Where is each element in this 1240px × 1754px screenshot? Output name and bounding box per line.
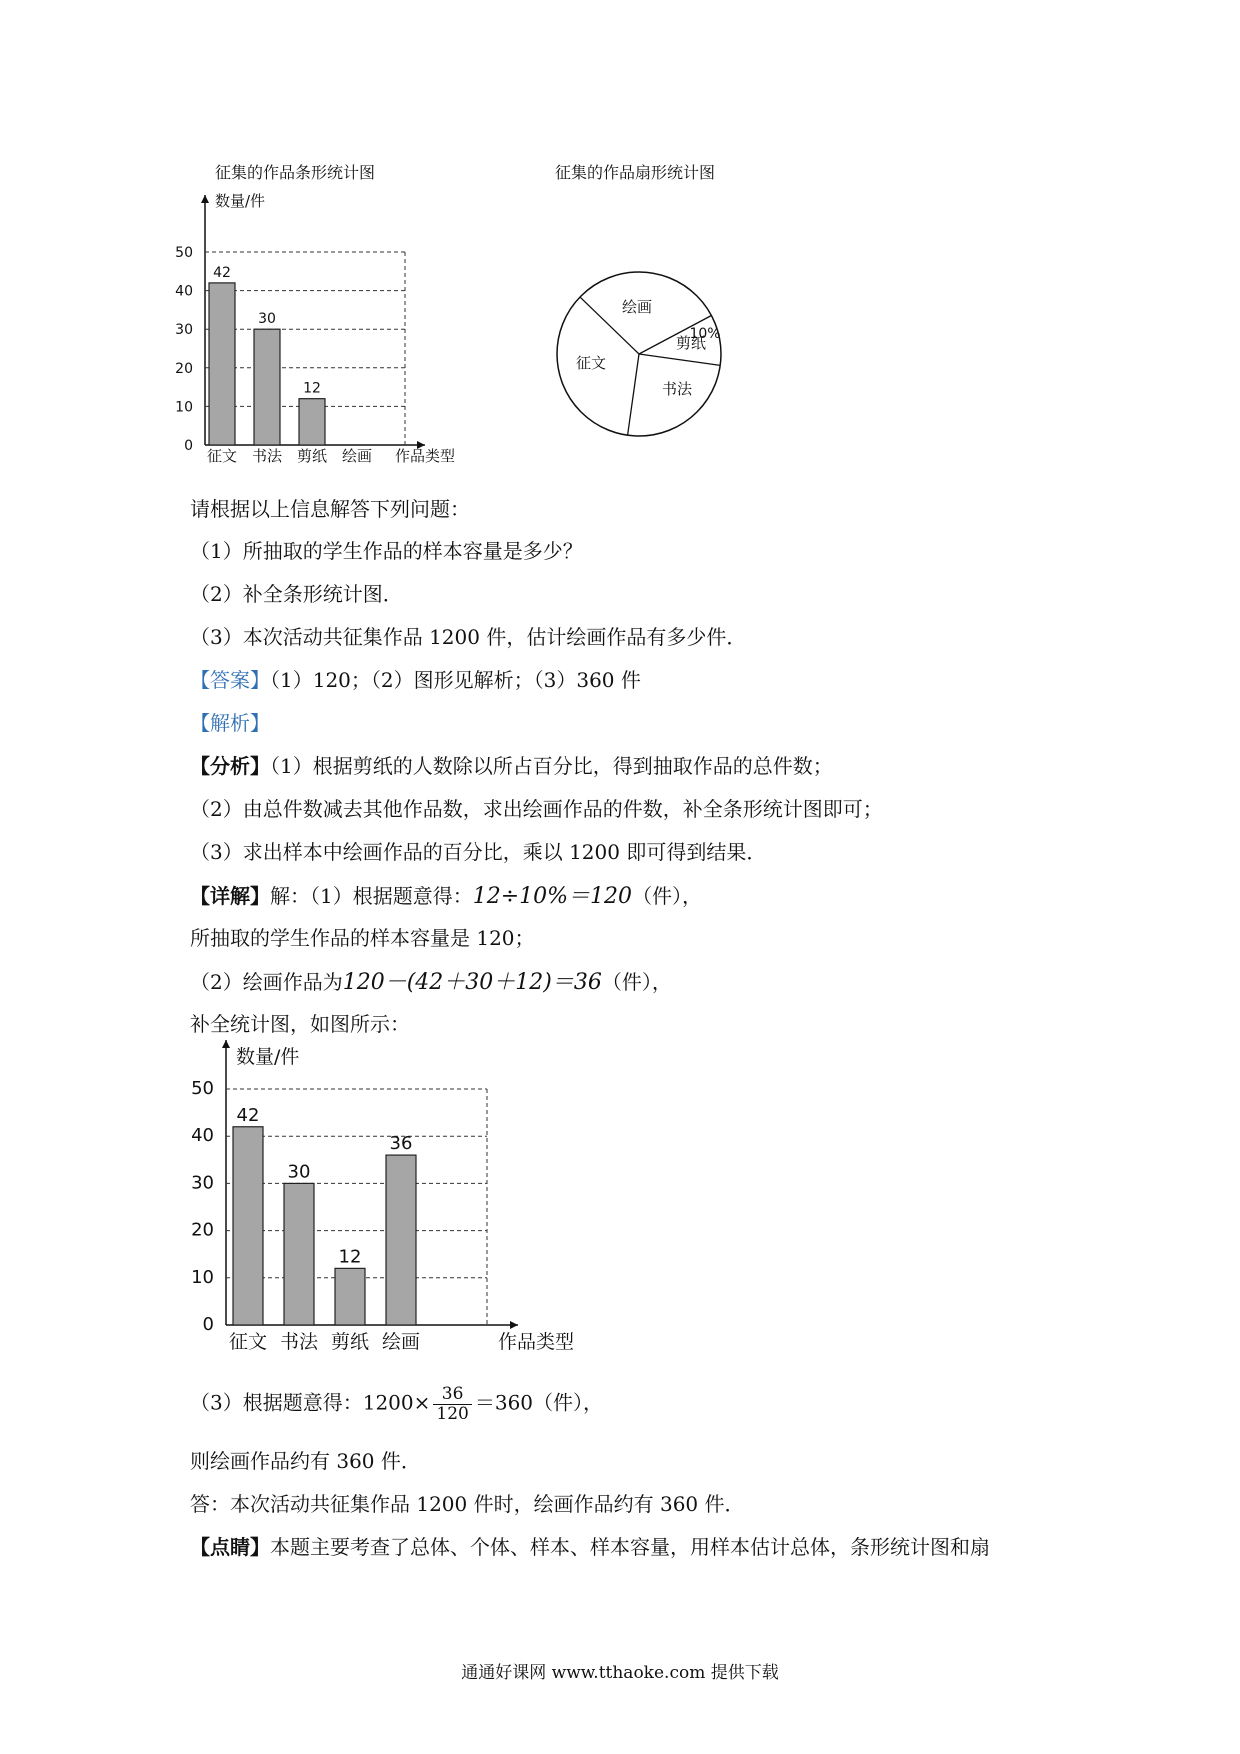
part2-line: [190, 965, 672, 996]
fenxi-tag: 【分析】: [190, 754, 270, 778]
x-category-label: 书法: [251, 447, 283, 465]
y-tick-label: 10: [175, 399, 193, 416]
dianjing-line: [190, 1531, 990, 1560]
p3-denominator: 120: [436, 1403, 469, 1424]
part3-line: [190, 1385, 603, 1423]
question-2: （2）补全条形统计图．: [190, 582, 403, 606]
answer-line: [190, 664, 641, 693]
xiangjie-unit: （件），: [632, 884, 703, 908]
bar: [209, 283, 235, 445]
xiangjie-body: 解：（1）根据题意得：: [270, 884, 473, 908]
x-category-label: 征文: [206, 447, 238, 465]
pie-chart-title: 征集的作品扇形统计图: [555, 163, 716, 182]
bar-chart-2-plot: [191, 1040, 574, 1353]
xiangjie-math: 12÷10%＝120: [472, 884, 633, 909]
pie-slice-label: 绘画: [621, 298, 653, 316]
p3-numerator: 36: [433, 1385, 471, 1405]
bar-value-label: 30: [258, 311, 276, 328]
p3-unit: （件），: [533, 1390, 604, 1415]
y-tick-label: 30: [175, 322, 193, 339]
p2-prefix: （2）绘画作品为: [190, 970, 343, 994]
pie-slice-label: 书法: [661, 380, 693, 398]
x-category-label: 绘画: [381, 1331, 421, 1353]
fenxi-body: （1）根据剪纸的人数除以所占百分比，得到抽取作品的总件数；: [270, 754, 833, 778]
pie-slice-label: 征文: [575, 354, 607, 372]
y-tick-label: 20: [191, 1219, 214, 1241]
y-tick-label: 50: [191, 1078, 214, 1099]
bar: [233, 1127, 263, 1325]
pie-chart-plot: [557, 272, 721, 436]
bar: [299, 399, 325, 445]
x-category-label: 绘画: [341, 447, 373, 465]
y-tick-label: 10: [191, 1266, 214, 1288]
dianjing-tag: 【点睛】: [190, 1535, 270, 1559]
x-category-label: 征文: [228, 1331, 268, 1353]
dianjing-body: 本题主要考查了总体、个体、样本、样本容量，用样本估计总体，条形统计图和扇: [270, 1535, 990, 1559]
bar-chart-title: 征集的作品条形统计图: [215, 163, 376, 182]
p3-a: 1200×: [362, 1390, 431, 1415]
y-tick-label: 20: [175, 360, 193, 377]
bar-value-label: 12: [338, 1246, 362, 1268]
y-tick-label: 50: [175, 245, 193, 261]
x-category-label: 书法: [279, 1331, 319, 1353]
analysis-line-2: （2）由总件数减去其他作品数，求出绘画作品的件数，补全条形统计图即可；: [190, 797, 883, 821]
pie-chart: [555, 258, 745, 448]
bar-value-label: 12: [303, 380, 321, 397]
y-tick-label: 0: [184, 438, 193, 454]
y-tick-label: 40: [191, 1125, 214, 1147]
bar-value-label: 42: [236, 1104, 260, 1126]
footer-text: 通通好课网 www.tthaoke.com 提供下载: [461, 1663, 779, 1683]
answer-tag: 【答案】: [190, 668, 270, 692]
then-line: 则绘画作品约有 360 件．: [190, 1449, 421, 1473]
analysis-line-3: （3）求出样本中绘画作品的百分比，乘以 1200 即可得到结果．: [190, 840, 767, 864]
sample-size-line: 所抽取的学生作品的样本容量是 120；: [190, 926, 535, 950]
x-axis-arrow: [510, 1321, 518, 1329]
question-3: （3）本次活动共征集作品 1200 件，估计绘画作品有多少件．: [190, 625, 747, 649]
bar-chart-incomplete: [175, 192, 515, 480]
p3-b: ＝360: [474, 1390, 534, 1415]
x-axis-label: 作品类型: [498, 1331, 575, 1353]
p3-fraction: [433, 1385, 471, 1423]
y-axis-arrow: [222, 1040, 230, 1048]
final-answer-line: 答：本次活动共征集作品 1200 件时，绘画作品约有 360 件．: [190, 1492, 745, 1516]
bar-value-label: 30: [287, 1161, 311, 1183]
bar-value-label: 42: [213, 264, 231, 281]
bar-chart-1-plot: [175, 192, 455, 465]
y-tick-label: 0: [202, 1314, 214, 1335]
p3-prefix: （3）根据题意得：: [190, 1390, 363, 1415]
bar: [284, 1183, 314, 1325]
bar: [386, 1155, 416, 1325]
y-axis-label: 数量/件: [236, 1046, 300, 1068]
intro-text: 请根据以上信息解答下列问题：: [190, 497, 470, 521]
bar: [254, 329, 280, 445]
x-axis-label: 作品类型: [395, 447, 456, 465]
analysis-line-1: [190, 750, 833, 779]
y-axis-arrow: [201, 195, 209, 203]
bar-value-label: 36: [389, 1133, 413, 1155]
y-axis-label: 数量/件: [215, 192, 266, 210]
question-1: （1）所抽取的学生作品的样本容量是多少？: [190, 539, 583, 563]
y-tick-label: 30: [191, 1172, 214, 1194]
y-tick-label: 40: [175, 283, 193, 300]
pie-percent-label: 10%: [689, 326, 721, 342]
xiangjie-tag: 【详解】: [190, 884, 270, 908]
complete-chart-line: 补全统计图，如图所示：: [190, 1012, 410, 1036]
answer-body: （1）120；（2）图形见解析；（3）360 件: [270, 668, 641, 692]
bar: [335, 1268, 365, 1325]
jiexi-tag: 【解析】: [190, 711, 270, 735]
p2-unit: （件），: [601, 970, 672, 994]
bar-chart-complete: [185, 1040, 595, 1370]
detail-line-1: [190, 879, 702, 910]
x-category-label: 剪纸: [330, 1331, 370, 1353]
p2-math: 120－(42＋30＋12)＝36: [342, 970, 602, 995]
pie-slice-label: 剪纸: [675, 334, 707, 352]
x-category-label: 剪纸: [296, 447, 328, 465]
